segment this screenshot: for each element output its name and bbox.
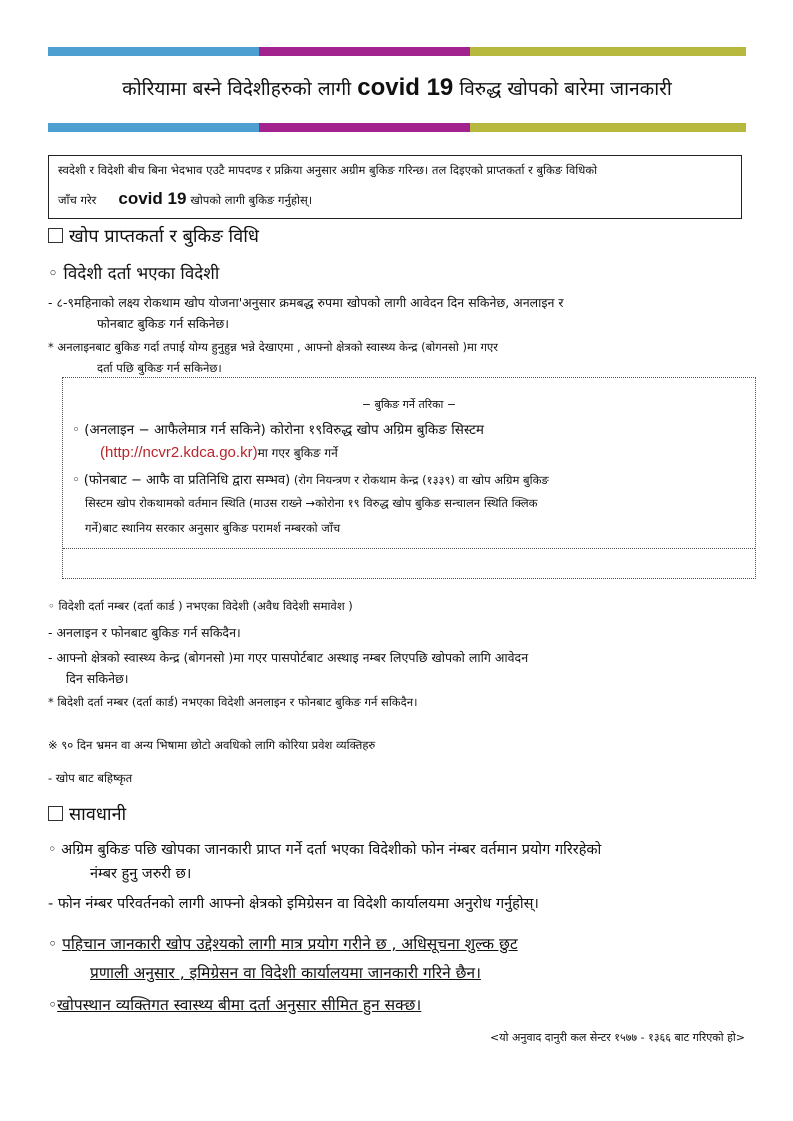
bullet-registered-1 — [48, 292, 564, 334]
bar-segment-blue — [48, 123, 259, 132]
method-online-after: मा गएर बुकिङ गर्ने — [257, 446, 338, 460]
short-stay-note: ※ ९० दिन भ्रमन वा अन्य भिषामा छोटो अवधिको लागि कोरिया प्रवेश व्यक्तिहरु — [48, 738, 376, 752]
bullet-unregistered-3: * बिदेशी दर्ता नम्बर (दर्ता कार्ड) नभएका विदेशी अनलाइन र फोनबाट बुकिङ गर्न सकिदैन। — [48, 695, 418, 709]
precaution-line: ◦ अग्रिम बुकिङ पछि खोपका जानकारी प्राप्त गर्ने दर्ता भएका विदेशीको फोन नंम्बर वर्तमान प्रयोग गरिरहेको — [48, 842, 602, 858]
method-phone-lead: ◦ (फोनबाट − आफै वा प्रतिनिधि द्वारा सम्भव) — [72, 473, 291, 488]
bullet-line: - आफ्नो क्षेत्रको स्वास्थ्य केन्द्र (बोगनसो )मा गएर पासपोर्टबाट अस्थाइ नम्बर लिएपछि खोपको लागि आवेदन — [48, 650, 529, 665]
precaution-2: - फोन नंम्बर परिवर्तनको लागी आफ्नो क्षेत्रको इमिग्रेसन वा विदेशी कार्यालयमा अनुरोध गर्नुहोस्। — [48, 896, 539, 912]
bullet-line: * अनलाइनबाट बुकिङ गर्दा तपाई योग्य हुनुहुन्न भन्ने देखाएमा , आफ्नो क्षेत्रको स्वास्थ्य केन्द्र (बोगनसो )मा गएर — [48, 340, 498, 354]
bar-segment-purple — [259, 47, 470, 56]
method-phone-line-3: गर्ने)बाट स्थानिय सरकार अनुसार बुकिङ परामर्श नम्बरको जाँच — [85, 521, 341, 535]
booking-system-link[interactable]: (http://ncvr2.kdca.go.kr) — [100, 444, 258, 461]
intro-line-2-after: खोपको लागी बुकिङ गर्नुहोस्। — [190, 193, 313, 207]
title-text-bold: covid 19 — [357, 74, 454, 101]
booking-methods-box — [62, 377, 756, 579]
section-heading-booking — [48, 224, 259, 248]
precaution-line: खोपस्थान व्यक्तिगत स्वास्थ्य बीमा दर्ता अनुसार सीमित हुन सक्छ। — [57, 996, 422, 1014]
intro-covid-label: covid 19 — [118, 189, 187, 208]
method-phone-line-1 — [72, 470, 752, 488]
precaution-4 — [48, 993, 421, 1015]
precaution-bullet: ◦ — [48, 996, 58, 1014]
precaution-line: नंम्बर हुनु जरुरी छ। — [90, 866, 192, 882]
title-text-after: विरुद्ध खोपको बारेमा जानकारी — [459, 78, 672, 100]
precaution-line: पहिचान जानकारी खोप उद्देश्यको लागी मात्र प्रयोग गरीने छ , अधिसूचना शुल्क छुट — [62, 935, 518, 953]
bullet-registered-2 — [48, 337, 498, 379]
bar-segment-olive — [470, 47, 746, 56]
intro-line-2-before: जाँच गरेर — [58, 193, 97, 207]
bar-segment-purple — [259, 123, 470, 132]
precaution-line: प्रणाली अनुसार , इमिग्रेसन वा विदेशी कार्यालयमा जानकारी गरिने छैन। — [90, 964, 481, 982]
method-online-line-2 — [100, 444, 338, 461]
subheading-unregistered-foreigners: ◦ विदेशी दर्ता नम्बर (दर्ता कार्ड ) नभएका विदेशी (अवैध विदेशी समावेश ) — [48, 599, 353, 613]
method-phone-line-2: सिस्टम खोप रोकथामको वर्तमान स्थिति (माउस राख्ने →कोरोना १९ विरुद्ध खोप बुकिङ सन्चालन स्थिति क्लिक — [85, 496, 538, 510]
methods-divider — [63, 548, 755, 549]
precaution-bullet: ◦ — [48, 935, 58, 953]
title-text-before: कोरियामा बस्ने विदेशीहरुको लागी — [122, 78, 352, 100]
intro-line-1: स्वदेशी र विदेशी बीच बिना भेदभाव एउटै मापदण्ड र प्रक्रिया अनुसार अग्रीम बुकिङ गरिन्छ। तल दिइएको प्राप्तकर्ता र बुकिङ विधिको — [58, 163, 598, 177]
intro-line-2 — [58, 189, 312, 209]
checkbox-square-icon — [48, 228, 63, 243]
bottom-color-bar — [48, 123, 746, 132]
top-color-bar — [48, 47, 746, 56]
bar-segment-blue — [48, 47, 259, 56]
precaution-1 — [48, 838, 601, 886]
subheading-registered-foreigners: ◦ विदेशी दर्ता भएका विदेशी — [48, 264, 220, 284]
translation-footer: <यो अनुवाद दानुरी कल सेन्टर १५७७ - १३६६ बाट गरिएको हो> — [490, 1031, 745, 1044]
checkbox-square-icon — [48, 806, 63, 821]
method-phone-rest: (रोग नियन्त्रण र रोकथाम केन्द्र (१३३९) वा खोप अग्रिम बुकिङ — [290, 473, 549, 487]
page-title — [48, 74, 746, 103]
bar-segment-olive — [470, 123, 746, 132]
section-heading-precautions — [48, 802, 126, 826]
method-online-line-1: ◦ (अनलाइन − आफैलेमात्र गर्न सकिने) कोरोना १९विरुद्ध खोप अग्रिम बुकिङ सिस्टम — [72, 422, 484, 438]
bullet-line: दर्ता पछि बुकिङ गर्न सकिनेछ। — [97, 361, 222, 375]
section-heading-text: खोप प्राप्तकर्ता र बुकिङ विधि — [69, 226, 259, 247]
short-stay-excluded: - खोप बाट बहिष्कृत — [48, 771, 133, 785]
methods-title: − बुकिङ गर्ने तरिका − — [361, 398, 457, 411]
precaution-3 — [48, 930, 518, 988]
bullet-line: - ८-९महिनाको लक्ष्य रोकथाम खोप योजना'अनुसार क्रमबद्ध रुपमा खोपको लागी आवेदन दिन सकिनेछ, अनलाइन र — [48, 295, 564, 310]
intro-box — [48, 155, 742, 219]
bullet-line: फोनबाट बुकिङ गर्न सकिनेछ। — [97, 316, 230, 331]
bullet-unregistered-2 — [48, 647, 528, 689]
bullet-line: दिन सकिनेछ। — [66, 671, 129, 686]
bullet-unregistered-1: - अनलाइन र फोनबाट बुकिङ गर्न सकिदैन। — [48, 625, 241, 640]
section-heading-text: सावधानी — [69, 804, 127, 825]
